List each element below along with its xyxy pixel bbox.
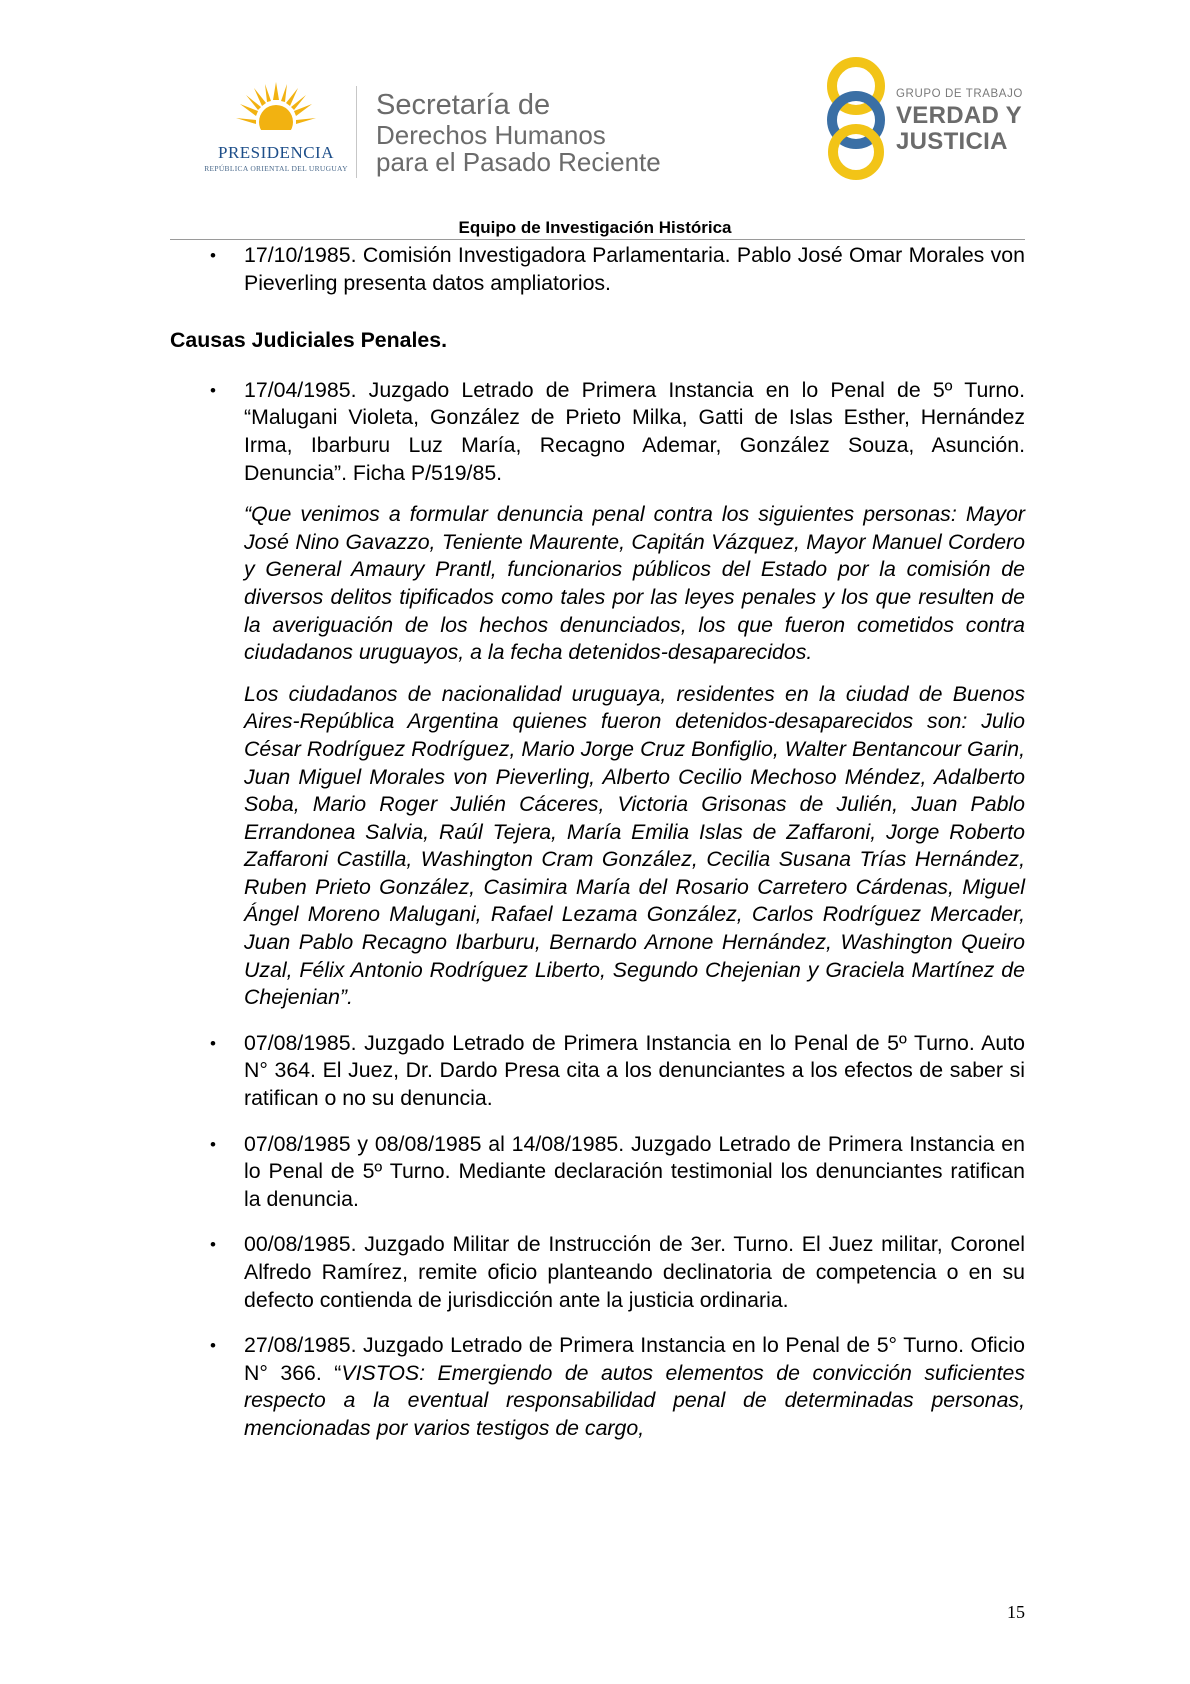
item-text: 27/08/1985. Juzgado Letrado de Primera Instancia en lo Penal de 5° Turno. Oficio N° 366. “ (244, 1333, 1025, 1385)
item-text: 17/04/1985. Juzgado Letrado de Primera Instancia en lo Penal de 5º Turno. “Malugani Violeta, González de Prieto Milka, Gatti de Islas Esther, Hernández Irma, Ibarburu Luz María, Recagno Ademar, González Souza, Asunción. Denuncia”. Ficha P/519/85. (244, 377, 1025, 485)
list-item (170, 1231, 1025, 1314)
section-heading: Causas Judiciales Penales. (170, 328, 448, 353)
presidencia-logo (196, 78, 356, 178)
secretaria-line-3: para el Pasado Reciente (376, 147, 661, 177)
bullet: • (210, 1336, 216, 1356)
presidencia-name: PRESIDENCIA (217, 143, 334, 162)
list-item (170, 242, 1025, 297)
bullet: • (210, 1134, 216, 1154)
item-text: 07/08/1985 y 08/08/1985 al 14/08/1985. Juzgado Letrado de Primera Instancia en lo Penal de 5º Turno. Mediante declaración testimonial los denunciantes ratifican la denuncia. (244, 1131, 1025, 1211)
quote-paragraph: Los ciudadanos de nacionalidad uruguaya, residentes en la ciudad de Buenos Aires-República Argentina quienes fueron detenidos-desaparecidos son: Julio César Rodríguez Rodríguez, Mario Jorge Cruz Bonfiglio, Walter Bentancour Garin, Juan Miguel Morales von Pieverling, Alberto Cecilio Mechoso Méndez, Adalberto Soba, Mario Roger Julién Cáceres, Victoria Grisonas de Julién, Juan Pablo Errandonea Salvia, Raúl Tejera, María Emilia Islas de Zaffaroni, Jorge Roberto Zaffaroni Castilla, Washington Cram González, Cecilia Susana Trías Hernández, Ruben Prieto González, Casimira María del Rosario Carretero Cárdenas, Miguel Ángel Moreno Malugani, Rafael Lezama González, Carlos Rodríguez Mercader, Juan Pablo Recagno Ibarburu, Bernardo Arnone Hernández, Washington Queiro Uzal, Félix Antonio Rodríguez Liberto, Segundo Chejenian y Graciela Martínez de Chejenian”. (244, 681, 1025, 1010)
item-text: 17/10/1985. Comisión Investigadora Parlamentaria. Pablo José Omar Morales von Pieverling presenta datos ampliatorios. (244, 243, 1025, 295)
item-text: 07/08/1985. Juzgado Letrado de Primera Instancia en lo Penal de 5º Turno. Auto N° 364. El Juez, Dr. Dardo Presa cita a los denunciantes a los efectos de saber si ratifican o no su denuncia. (244, 1030, 1025, 1111)
list-item (170, 1131, 1025, 1214)
bullet: • (210, 1235, 216, 1255)
logo-divider (356, 86, 357, 178)
bullet: • (210, 1033, 216, 1053)
header-rule (170, 239, 1025, 240)
team-title: Equipo de Investigación Histórica (458, 218, 732, 237)
page-header (0, 0, 1190, 240)
item-text-italic: VISTOS: Emergiendo de autos elementos de convicción suficientes respecto a la eventual responsabilidad penal de determinadas personas, mencionadas por varios testigos de cargo, (244, 1360, 1025, 1440)
list-item (170, 1332, 1025, 1442)
sun-icon (234, 78, 318, 140)
verdad-justicia-logo (820, 56, 1040, 180)
secretaria-logo-text (376, 88, 661, 176)
quote-paragraph: “Que venimos a formular denuncia penal contra los siguientes personas: Mayor José Nino Gavazzo, Teniente Maurente, Capitán Vázquez, Mayor Manuel Cordero y General Amaury Prantl, funcionarios públicos del Estado por la comisión de diversos delitos tipificados como tales por las leyes penales y los que resulten de la averiguación de los hechos denunciados, los que fueron cometidos contra ciudadanos uruguayos, a la fecha detenidos-desaparecidos. (244, 502, 1025, 665)
linked-rings-icon (820, 56, 892, 180)
secretaria-line-2: Derechos Humanos (376, 120, 606, 150)
page-number: 15 (1007, 1602, 1025, 1622)
document-body (170, 242, 1025, 1443)
vyj-title-line-2: JUSTICIA (896, 128, 1008, 155)
vyj-title-line-1: VERDAD Y (896, 102, 1022, 129)
vyj-small-label: GRUPO DE TRABAJO (896, 88, 1023, 100)
list-item (170, 377, 1025, 487)
presidencia-subtitle: REPÚBLICA ORIENTAL DEL URUGUAY (204, 164, 348, 173)
bullet: • (210, 380, 216, 400)
secretaria-line-1: Secretaría de (376, 89, 551, 121)
list-item (170, 1030, 1025, 1113)
bullet: • (210, 246, 216, 265)
item-text: 00/08/1985. Juzgado Militar de Instrucción de 3er. Turno. El Juez militar, Coronel Alfredo Ramírez, remite oficio planteando declinatoria de competencia o en su defecto contienda de jurisdicción ante la justicia ordinaria. (244, 1232, 1025, 1312)
